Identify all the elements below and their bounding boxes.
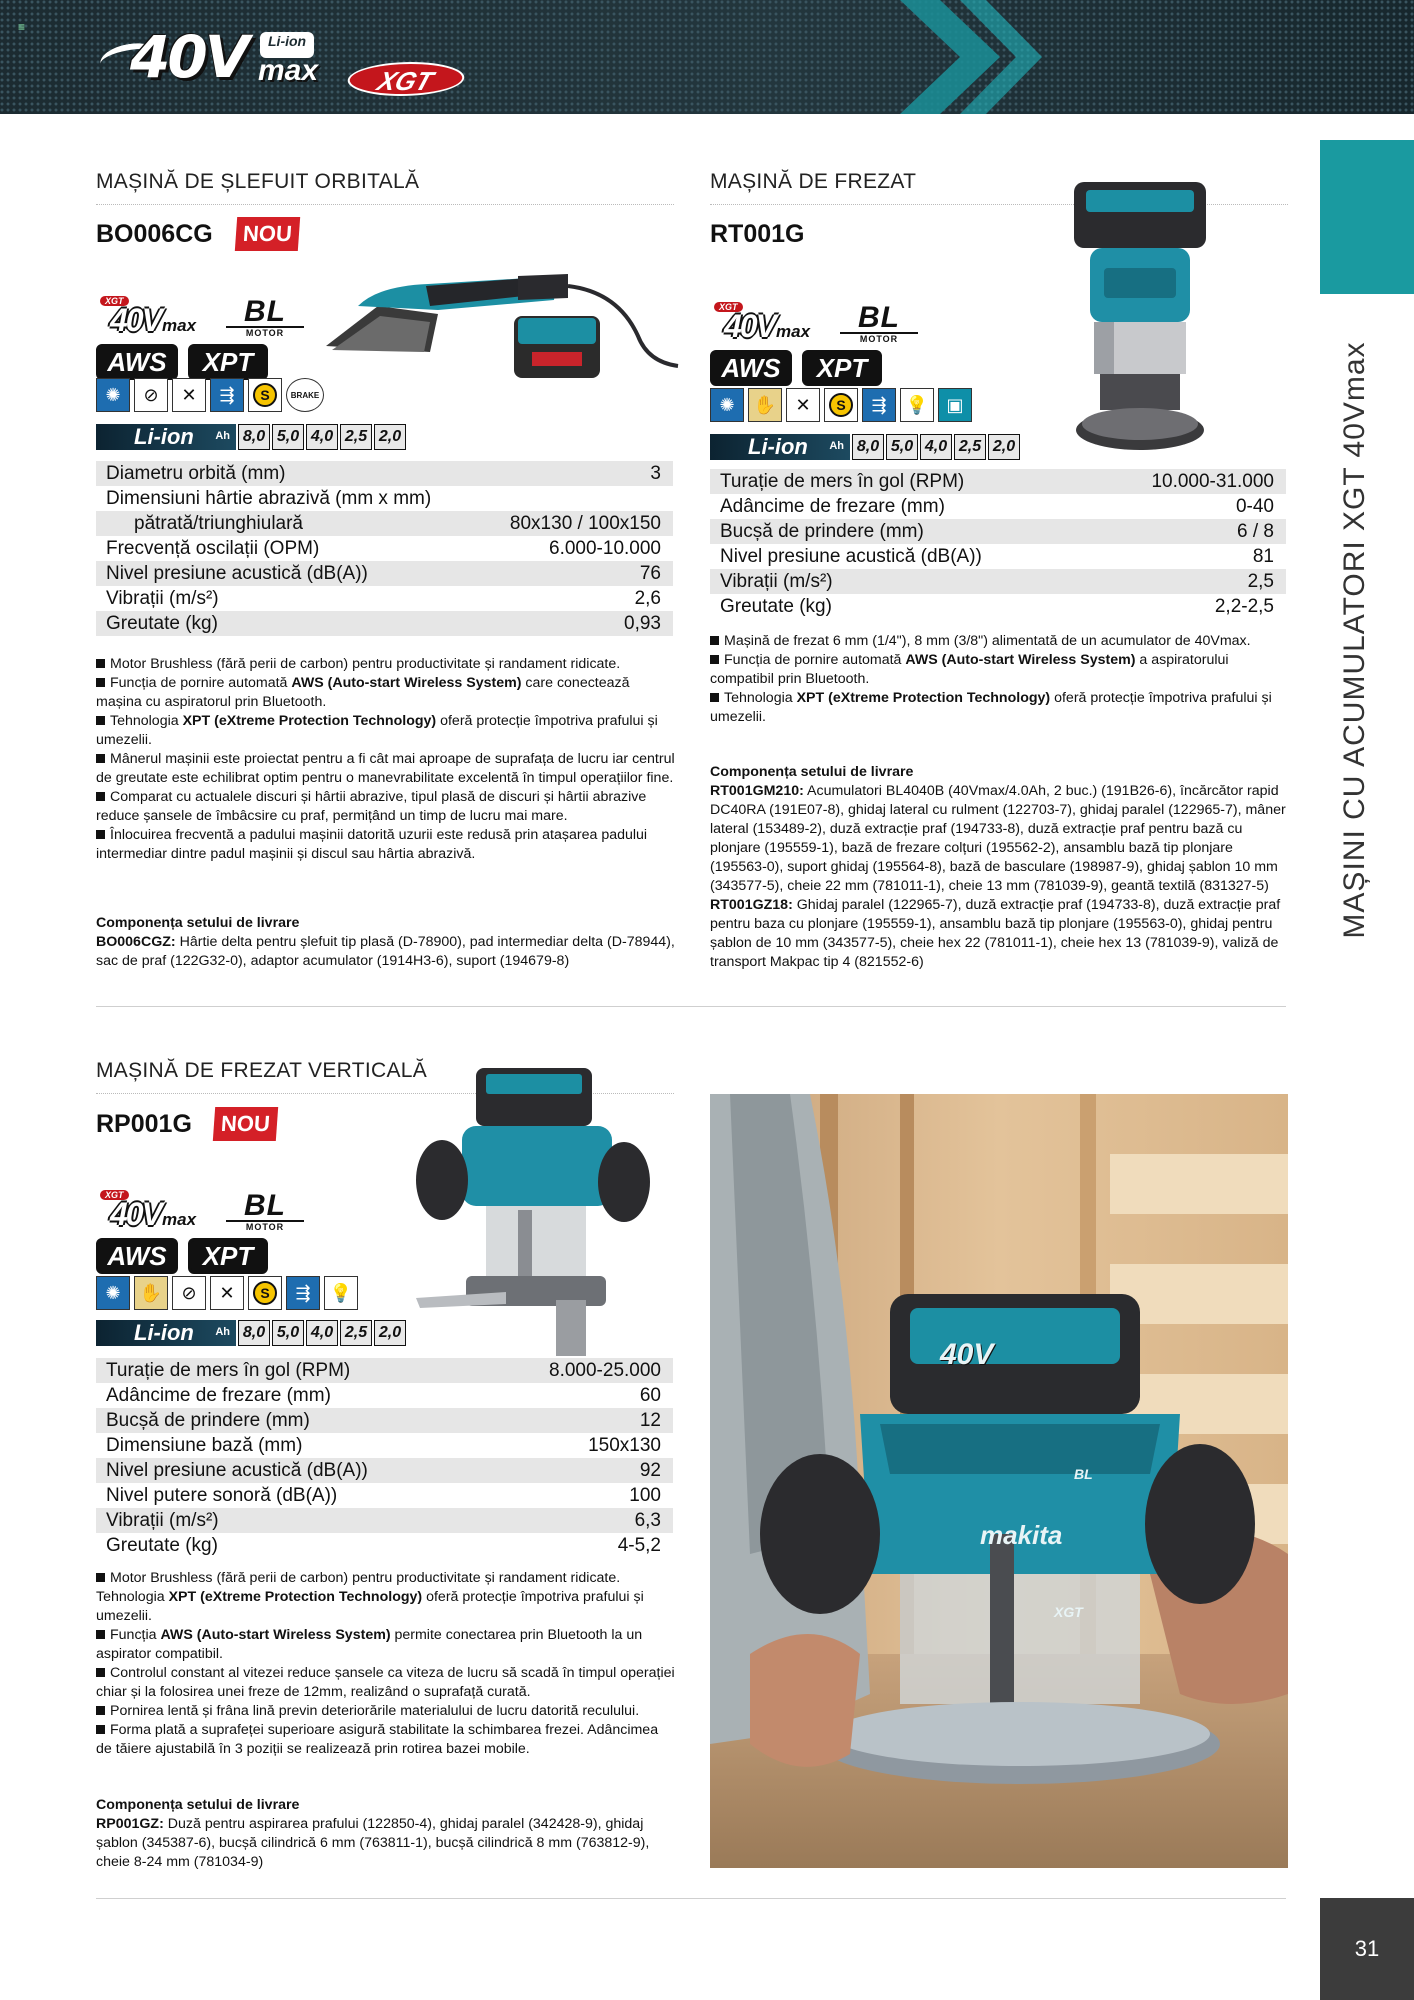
- spec-row: [96, 1383, 673, 1408]
- badge-xpt: XPT: [802, 350, 882, 386]
- dust-protection-icon: ✕: [786, 388, 820, 422]
- note-text: Înlocuirea frecventă a padului mașinii datorită uzurii este redusă prin atașarea padului intermediar dintre padul mașinii și discul sau hârtia abrazivă.: [96, 827, 648, 862]
- ah-label: Ah: [829, 440, 844, 452]
- kit-contents: [96, 1796, 676, 1872]
- badge-motor: MOTOR: [226, 326, 304, 338]
- spec-label: Turație de mers în gol (RPM): [106, 1359, 351, 1381]
- spec-label: Nivel presiune acustică (dB(A)): [720, 545, 982, 567]
- note-item: [710, 651, 1290, 689]
- spec-row: [710, 519, 1286, 544]
- spec-label: Greutate (kg): [720, 595, 832, 617]
- spec-value: 0,93: [624, 612, 661, 634]
- spec-value: 81: [1252, 545, 1274, 567]
- spec-label: Bucșă de prindere (mm): [106, 1409, 310, 1431]
- feature-badges: [96, 294, 306, 388]
- spec-label: Bucșă de prindere (mm): [720, 520, 924, 542]
- note-text: Funcția de pornire automată AWS (Auto-start Wireless System) care conectează mașina cu aspiratorul prin Bluetooth.: [96, 675, 630, 710]
- spec-row: [96, 1433, 673, 1458]
- battery-compatibility: [96, 424, 406, 450]
- badge-xpt: XPT: [188, 344, 268, 380]
- note-text: Pornirea lentă și frâna lină previn deteriorările materialului de lucru datorită reculului.: [110, 1703, 640, 1719]
- spec-value: 6 / 8: [1237, 520, 1274, 542]
- model-name: RT001G: [710, 220, 805, 248]
- logo-xgt: XGT: [342, 62, 469, 96]
- badge-aws: AWS: [96, 344, 178, 380]
- dust-extraction-icon: ⇶: [210, 378, 244, 412]
- side-accent-block: [1320, 140, 1414, 294]
- plunge-router-image: [406, 1060, 656, 1358]
- note-item: [96, 674, 676, 712]
- orbital-sander-image: [318, 266, 688, 390]
- badge-bl: BL: [244, 1189, 286, 1222]
- kit-code: RP001GZ:: [96, 1816, 164, 1832]
- spec-label: Vibrații (m/s²): [720, 570, 833, 592]
- note-text: Tehnologia XPT (eXtreme Protection Technology) oferă protecție împotriva prafului și umezelii.: [710, 690, 1272, 725]
- badge-aws: AWS: [96, 1238, 178, 1274]
- kit-text: Hârtie delta pentru șlefuit tip plasă (D-78900), pad intermediar delta (D-78944), sac de praf (122G32-0), adaptor acumulator (1914H3-6), suport (194679-8): [96, 934, 675, 969]
- ah-label: Ah: [215, 1326, 230, 1338]
- spec-label: Nivel presiune acustică (dB(A)): [106, 1459, 368, 1481]
- kit-item: [96, 1815, 676, 1872]
- note-item: [96, 788, 676, 826]
- badge-max: max: [776, 322, 811, 341]
- battery-cell: 5,0: [272, 1320, 304, 1346]
- battery-cell: 2,5: [954, 434, 986, 460]
- badge-bl-motor: [226, 295, 304, 338]
- kit-text: Acumulatori BL4040B (40Vmax/4.0Ah, 2 buc.) (191B26-6), încărcător rapid DC40RA (191E07-8), ghidaj lateral cu rulment (122703-7), ghidaj paralel (122965-7), mâner lateral (153489-2), duză extracție praf (194733-8), duză extracție praf pentru bază cu plonjare (195559-1), bază de frezare colțuri (195562-2), ansamblu bază tip plonjare (195563-0), suport ghidaj (195564-8), bază de basculare (198987-9), ghidaj șablon 10 mm (343577-5), cheie 22 mm (781011-1), cheie 13 mm (781039-9), geantă textilă (831327-5): [710, 783, 1286, 894]
- spec-label: Adâncime de frezare (mm): [720, 495, 945, 517]
- model-name: RP001G: [96, 1110, 192, 1138]
- feature-notes: [96, 1569, 676, 1759]
- badge-bl: BL: [244, 295, 286, 328]
- note-text: Motor Brushless (fără perii de carbon) pentru productivitate și randament ridicate.: [110, 656, 621, 672]
- battery-cell: 4,0: [306, 424, 338, 450]
- spec-value: 10.000-31.000: [1151, 470, 1274, 492]
- new-badge: NOU: [235, 217, 300, 251]
- photo-tool-bl: BL: [1074, 1466, 1093, 1482]
- spec-row: [96, 1408, 673, 1433]
- spec-label: Dimensiune bază (mm): [106, 1434, 303, 1456]
- note-text: Funcția AWS (Auto-start Wireless System) permite conectarea prin Bluetooth la un aspirator compatibil.: [96, 1627, 643, 1662]
- spec-label: Nivel putere sonoră (dB(A)): [106, 1484, 338, 1506]
- spec-value: 76: [639, 562, 661, 584]
- kit-item: [710, 896, 1290, 972]
- spec-value: 100: [629, 1484, 661, 1506]
- note-item: [96, 655, 676, 674]
- spec-value: 92: [639, 1459, 661, 1481]
- kit-title: Componența setului de livrare: [96, 1797, 300, 1813]
- spec-value: 2,2-2,5: [1214, 595, 1274, 617]
- badge-xgt: XGT: [100, 1190, 129, 1200]
- new-badge: NOU: [213, 1107, 278, 1141]
- section-divider: [96, 1898, 1286, 1899]
- spec-row: [96, 611, 673, 636]
- photo-tool-xgt: XGT: [1054, 1604, 1083, 1620]
- liion-label: [710, 434, 850, 460]
- badge-aws: AWS: [710, 350, 792, 386]
- logo-max: max: [258, 54, 319, 87]
- spec-row: [96, 461, 673, 486]
- spec-value: 2,5: [1247, 570, 1274, 592]
- specifications-table: [96, 1358, 673, 1558]
- divider: [96, 204, 674, 205]
- section-divider: [96, 1006, 1286, 1007]
- note-item: [96, 1626, 676, 1664]
- badge-bl-motor: [840, 301, 918, 344]
- note-item: [96, 826, 676, 864]
- spec-value: 60: [639, 1384, 661, 1406]
- photo-tool-brand: makita: [980, 1520, 1063, 1550]
- specifications-table: [96, 461, 673, 636]
- spec-row: [96, 1458, 673, 1483]
- kit-item: [96, 933, 676, 971]
- spec-label: pătrată/triunghiulară: [134, 512, 303, 534]
- side-label: [1338, 330, 1378, 950]
- badge-max: max: [162, 316, 197, 335]
- spec-row: [96, 1533, 673, 1558]
- battery-cell: 2,0: [988, 434, 1020, 460]
- note-bold-term: XPT (eXtreme Protection Technology): [182, 713, 437, 729]
- feature-icons: [710, 388, 972, 422]
- kit-text: Ghidaj paralel (122965-7), duză extracție praf (194733-8), duză extracție praf pentru baza cu plonjare (195559-1), ansamblu bază tip plonjare (195563-0), ghidaj pentru șablon de 10 mm (343577-5), cheie hex 22 (781011-1), cheie hex 13 (781039-9), valiză de transport Makpac tip 4 (821552-6): [710, 897, 1281, 970]
- spec-value: 80x130 / 100x150: [509, 512, 661, 534]
- brake-icon: BRAKE: [286, 378, 324, 412]
- liion-label-text: Li-ion: [134, 424, 194, 449]
- spec-label: Greutate (kg): [106, 1534, 218, 1556]
- spec-row: [710, 469, 1286, 494]
- note-item: [710, 632, 1290, 651]
- soft-start-icon: S: [824, 388, 858, 422]
- feature-notes: [710, 632, 1290, 727]
- led-light-icon: 💡: [324, 1276, 358, 1310]
- dust-protection-icon: ✕: [172, 378, 206, 412]
- no-carbon-brush-icon: ⊘: [172, 1276, 206, 1310]
- note-item: [96, 712, 676, 750]
- logo-40v-max: [100, 24, 340, 94]
- liion-label: [96, 1320, 236, 1346]
- spec-row: [710, 494, 1286, 519]
- battery-cell: 4,0: [306, 1320, 338, 1346]
- note-text: Tehnologia XPT (eXtreme Protection Technology) oferă protecție împotriva prafului și umezelii.: [96, 713, 658, 748]
- spec-value: 4-5,2: [617, 1534, 661, 1556]
- badge-motor: MOTOR: [840, 332, 918, 344]
- led-light-icon: 💡: [900, 388, 934, 422]
- grip-icon: ✋: [134, 1276, 168, 1310]
- category-title: MAȘINĂ DE ȘLEFUIT ORBITALĂ: [96, 170, 420, 193]
- case-icon: ▣: [938, 388, 972, 422]
- liion-label-text: Li-ion: [134, 1320, 194, 1345]
- vibration-icon: ✺: [96, 378, 130, 412]
- page-number: 31: [1320, 1898, 1414, 2000]
- battery-cell: 2,0: [374, 424, 406, 450]
- grip-icon: ✋: [748, 388, 782, 422]
- note-item: [96, 1721, 676, 1759]
- spec-label: Turație de mers în gol (RPM): [720, 470, 965, 492]
- no-carbon-brush-icon: ⊘: [134, 378, 168, 412]
- note-bold-term: AWS (Auto-start Wireless System): [291, 675, 522, 691]
- kit-code: RT001GZ18:: [710, 897, 793, 913]
- chevron-decoration-icon: [960, 0, 1050, 114]
- battery-cell: 4,0: [920, 434, 952, 460]
- kit-title: Componența setului de livrare: [96, 915, 300, 931]
- trim-router-image: [1060, 176, 1220, 458]
- liion-label-text: Li-ion: [748, 434, 808, 459]
- kit-title: Componența setului de livrare: [710, 764, 914, 780]
- badge-bl: BL: [858, 301, 900, 334]
- kit-code: RT001GM210:: [710, 783, 804, 799]
- spec-row: [710, 544, 1286, 569]
- feature-notes: [96, 655, 676, 864]
- vibration-icon: ✺: [96, 1276, 130, 1310]
- spec-row: [710, 594, 1286, 619]
- spec-value: 8.000-25.000: [549, 1359, 661, 1381]
- spec-label: Vibrații (m/s²): [106, 587, 219, 609]
- note-item: [96, 1702, 676, 1721]
- router-in-use-photo: [710, 1094, 1288, 1868]
- note-bold-term: XPT (eXtreme Protection Technology): [168, 1589, 423, 1605]
- kit-code: BO006CGZ:: [96, 934, 176, 950]
- badge-40v-max: [96, 296, 216, 340]
- spec-label: Dimensiuni hârtie abrazivă (mm x mm): [106, 487, 432, 509]
- ah-label: Ah: [215, 430, 230, 442]
- note-bold-term: AWS (Auto-start Wireless System): [160, 1627, 391, 1643]
- spec-row: [96, 536, 673, 561]
- kit-contents: [710, 763, 1290, 972]
- note-bold-term: XPT (eXtreme Protection Technology): [796, 690, 1051, 706]
- battery-cell: 8,0: [238, 1320, 270, 1346]
- battery-compatibility: [710, 434, 1020, 460]
- battery-cell: 2,5: [340, 424, 372, 450]
- badge-40v: 40V: [110, 302, 161, 338]
- kit-item: [710, 782, 1290, 896]
- note-text: Mașină de frezat 6 mm (1/4"), 8 mm (3/8") alimentată de un acumulator de 40Vmax.: [724, 633, 1251, 649]
- spec-row: [96, 1358, 673, 1383]
- note-item: [96, 1569, 676, 1626]
- kit-text: Duză pentru aspirarea prafului (122850-4), ghidaj paralel (342428-9), ghidaj șablon (345387-6), bucșă cilindrică 6 mm (763811-1), bucșă cilindrică 8 mm (763812-9), cheie 8-24 mm (781034-9): [96, 1816, 650, 1870]
- battery-cell: 2,5: [340, 1320, 372, 1346]
- kit-contents: [96, 914, 676, 971]
- note-text: Forma plată a suprafeței superioare asigură stabilitate la schimbarea frezei. Adâncimea de tăiere ajustabilă în 3 poziții se realizează prin rotirea bazei mobile.: [96, 1722, 659, 1757]
- spec-label: Greutate (kg): [106, 612, 218, 634]
- logo-number: 40V: [130, 23, 247, 91]
- badge-xpt: XPT: [188, 1238, 268, 1274]
- note-text: Funcția de pornire automată AWS (Auto-start Wireless System) a aspiratorului compatibil prin Bluetooth.: [710, 652, 1229, 687]
- logo-battery-label: Li-ion: [260, 32, 314, 58]
- feature-badges: [96, 1188, 306, 1282]
- spec-label: Vibrații (m/s²): [106, 1509, 219, 1531]
- brand-header: [0, 0, 1414, 114]
- spec-row: [96, 586, 673, 611]
- note-item: [96, 750, 676, 788]
- spec-value: 6,3: [634, 1509, 661, 1531]
- specifications-table: [710, 469, 1286, 619]
- feature-badges: [710, 300, 920, 394]
- battery-cell: 8,0: [852, 434, 884, 460]
- soft-start-icon: S: [248, 378, 282, 412]
- note-text: Motor Brushless (fără perii de carbon) pentru productivitate și randament ridicate. Tehnologia XPT (eXtreme Protection Technology) oferă protecție împotriva prafului și umezelii.: [96, 1570, 644, 1624]
- note-text: Mânerul mașinii este proiectat pentru a fi cât mai aproape de suprafața de lucru iar centrul de greutate este echilibrat optim pentru o manevrabilitate excelentă în timpul operațiilor fine.: [96, 751, 675, 786]
- note-bold-term: AWS (Auto-start Wireless System): [905, 652, 1136, 668]
- dust-extraction-icon: ⇶: [286, 1276, 320, 1310]
- dust-protection-icon: ✕: [210, 1276, 244, 1310]
- category-title: MAȘINĂ DE FREZAT: [710, 170, 917, 193]
- spec-row: [96, 561, 673, 586]
- category-title: MAȘINĂ DE FREZAT VERTICALĂ: [96, 1059, 428, 1082]
- badge-bl-motor: [226, 1189, 304, 1232]
- spec-value: 12: [639, 1409, 661, 1431]
- badge-xgt: XGT: [714, 302, 743, 312]
- photo-battery-text: 40V: [940, 1338, 994, 1371]
- spec-value: 2,6: [634, 587, 661, 609]
- spec-row: [96, 1483, 673, 1508]
- badge-40v-max: [96, 1190, 216, 1234]
- spec-row: [96, 1508, 673, 1533]
- note-text: Comparat cu actualele discuri și hârtii abrazive, tipul plasă de discuri și hârtii abrazive reduce șansele de îmbâcsire cu praf, permițând un timp de lucru mai mare.: [96, 789, 647, 824]
- vibration-icon: ✺: [710, 388, 744, 422]
- battery-cell: 8,0: [238, 424, 270, 450]
- spec-label: Frecvență oscilații (OPM): [106, 537, 320, 559]
- model-name: BO006CG: [96, 220, 213, 248]
- badge-40v-max: [710, 302, 830, 346]
- feature-icons: [96, 378, 324, 412]
- spec-value: 150x130: [588, 1434, 661, 1456]
- badge-motor: MOTOR: [226, 1220, 304, 1232]
- spec-label: Diametru orbită (mm): [106, 462, 286, 484]
- menu-icon: ≡: [18, 20, 26, 34]
- spec-value: 0-40: [1235, 495, 1274, 517]
- spec-label: Adâncime de frezare (mm): [106, 1384, 331, 1406]
- badge-40v: 40V: [724, 308, 775, 344]
- note-text: Controlul constant al vitezei reduce șansele ca viteza de lucru să scadă în timpul operației chiar și la folosirea unei freze de 12mm, realizând o suprafață curată.: [96, 1665, 675, 1700]
- badge-40v: 40V: [110, 1196, 161, 1232]
- battery-cell: 5,0: [272, 424, 304, 450]
- spec-label: Nivel presiune acustică (dB(A)): [106, 562, 368, 584]
- spec-row: [96, 486, 673, 511]
- soft-start-icon: S: [248, 1276, 282, 1310]
- side-label-text: MAȘINI CU ACUMULATORI XGT 40Vmax: [1338, 341, 1371, 939]
- spec-value: 3: [650, 462, 661, 484]
- spec-row: [96, 511, 673, 536]
- note-item: [710, 689, 1290, 727]
- battery-cell: 2,0: [374, 1320, 406, 1346]
- badge-max: max: [162, 1210, 197, 1229]
- spec-row: [710, 569, 1286, 594]
- liion-label: [96, 424, 236, 450]
- badge-xgt: XGT: [100, 296, 129, 306]
- spec-value: 6.000-10.000: [549, 537, 661, 559]
- note-item: [96, 1664, 676, 1702]
- dust-extraction-icon: ⇶: [862, 388, 896, 422]
- battery-cell: 5,0: [886, 434, 918, 460]
- battery-compatibility: [96, 1320, 406, 1346]
- feature-icons: [96, 1276, 358, 1310]
